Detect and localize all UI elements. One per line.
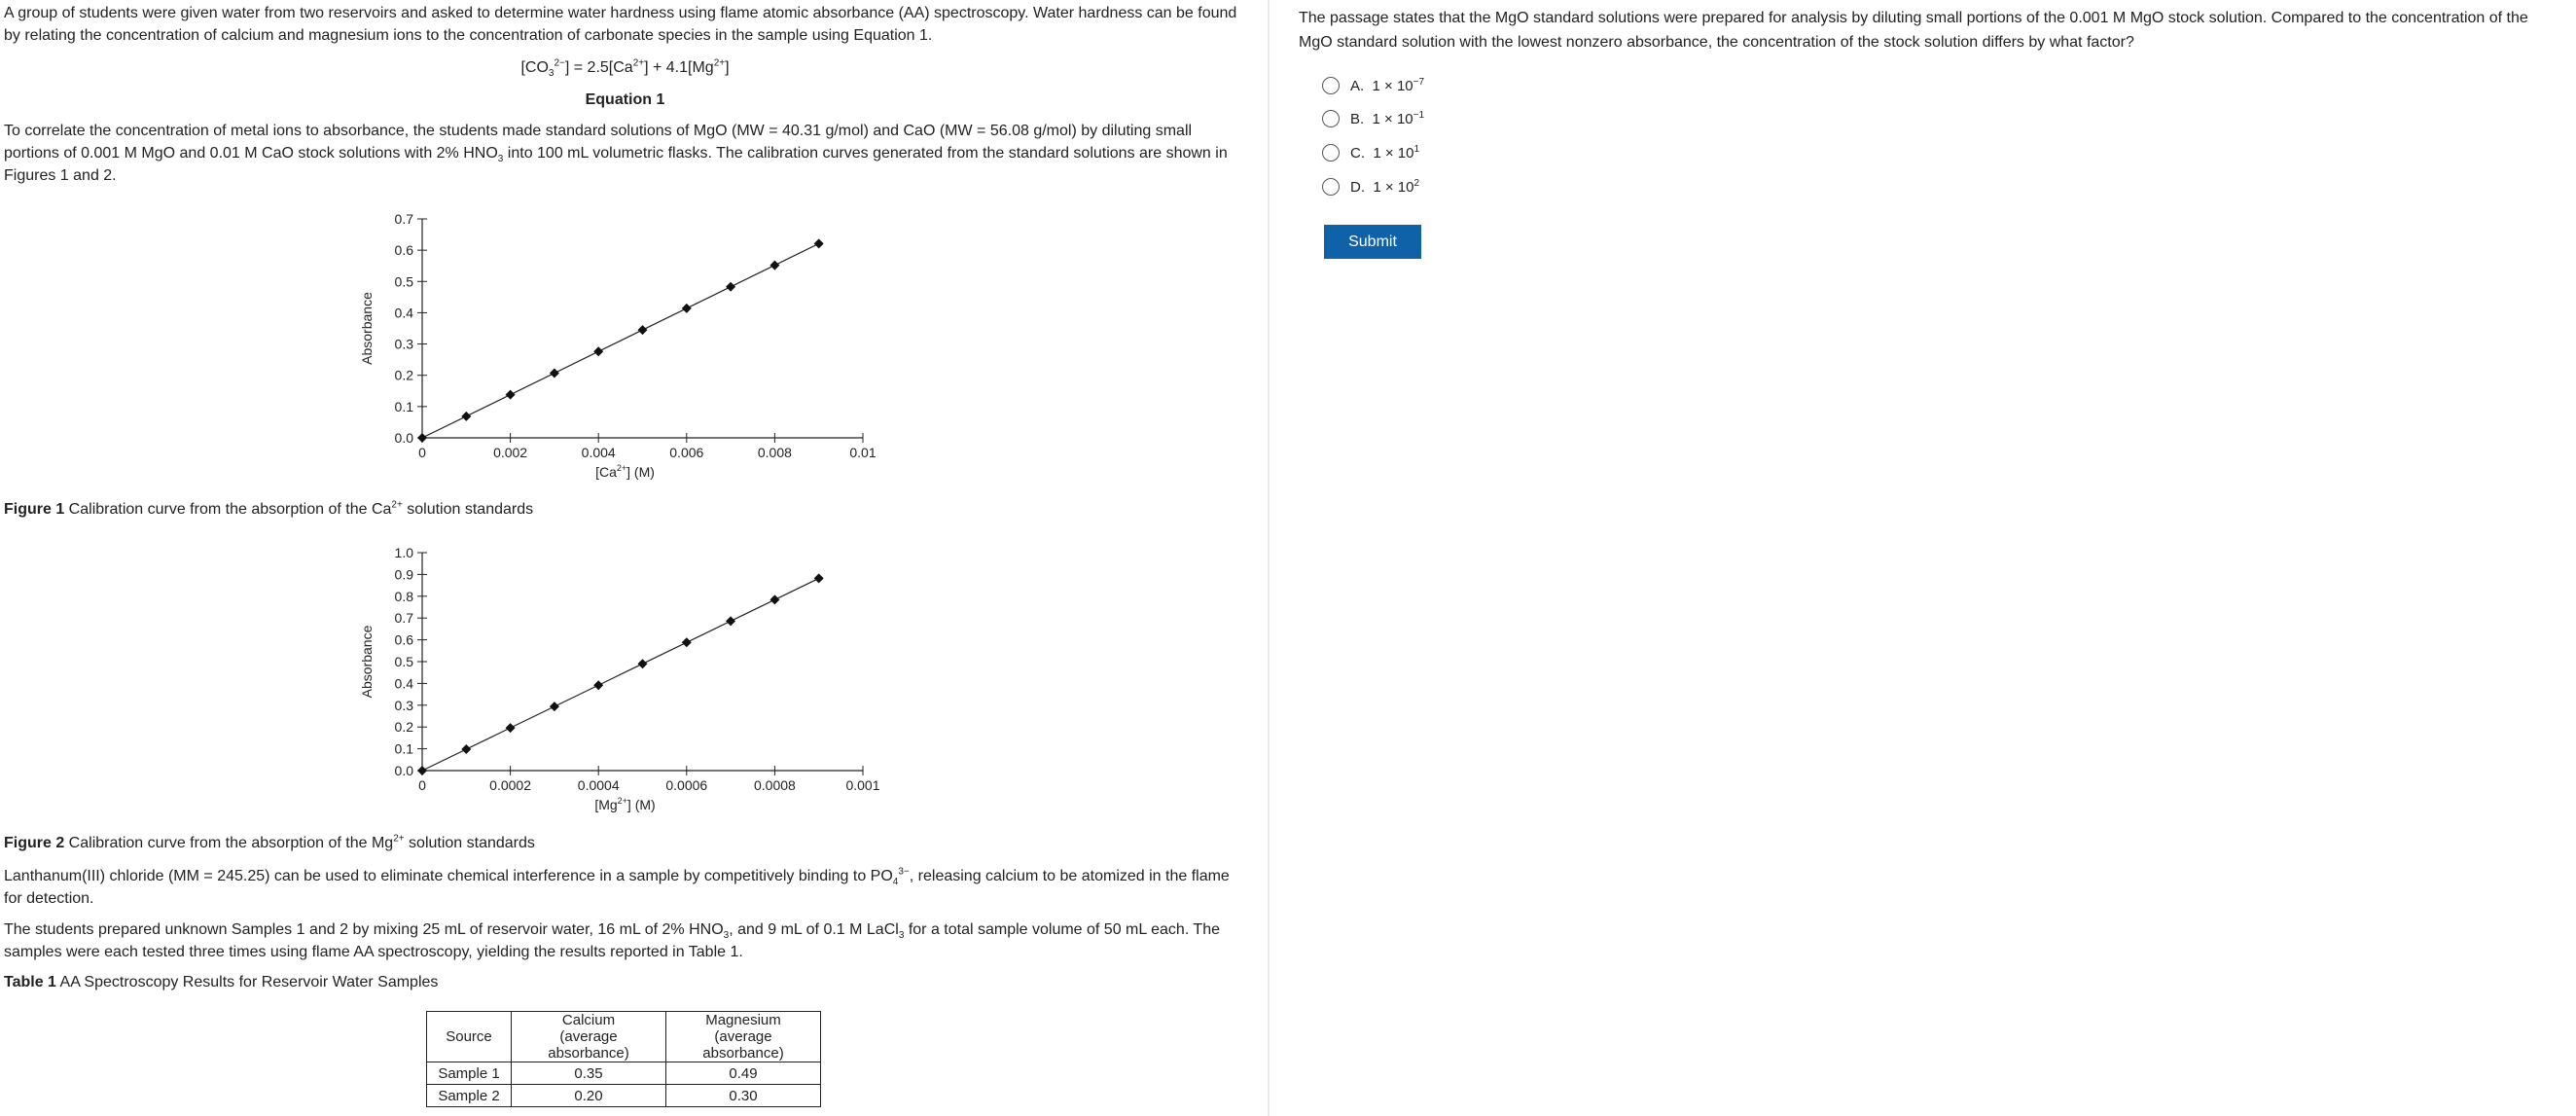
table-row: [427, 1062, 821, 1085]
question-pane: [1270, 0, 2576, 1116]
y-tick-label: 0.6: [394, 631, 413, 648]
y-tick-label: 0.8: [394, 588, 413, 604]
y-tick-label: 0.5: [394, 654, 413, 669]
y-tick-label: 1.0: [394, 545, 413, 560]
data-point: [593, 346, 603, 356]
x-tick-label: 0: [418, 777, 426, 793]
figure-2-chart: [350, 540, 895, 832]
data-point: [726, 616, 735, 626]
data-point: [550, 702, 559, 711]
table-row: [427, 1085, 821, 1107]
x-tick-label: 0.001: [845, 777, 880, 793]
option-a[interactable]: [1322, 74, 1424, 97]
x-tick-label: 0.008: [757, 445, 792, 460]
table-header: Calcium (average absorbance): [512, 1012, 666, 1062]
data-point: [506, 390, 516, 400]
figure-1-caption: Figure 1 Calibration curve from the absorption of the $Ca^{2+}$ solution standards: [4, 499, 534, 518]
data-point: [638, 325, 648, 335]
x-axis-label: $[Mg^{2+}]$ (M): [594, 796, 656, 812]
x-tick-label: 0.002: [493, 445, 528, 460]
question-prompt: The passage states that the MgO standard solutions were prepared for analysis by diluting small portions of the 0.001 M MgO stock solution. Compared to the concentration of the MgO standard solution with the lowest nonzero absorbance, the concentration of the stock solution differs by what factor?: [1299, 10, 2528, 51]
data-point: [461, 412, 471, 421]
table-cell: Sample 2: [427, 1085, 512, 1107]
radio-button[interactable]: [1322, 178, 1340, 196]
samples-paragraph: The students prepared unknown Samples 1 and 2 by mixing 25 mL of reservoir water, 16 mL of 2% $HNO_3$, and 9 mL of 0.1 M LaCl$_3$ for a total sample volume of 50 mL each. The samples were each tested three times using flame AA spectroscopy, yielding the results reported in Table 1.: [4, 921, 1220, 960]
option-label: D. $1 \times 10^2$: [1350, 177, 1420, 196]
x-axis-label: $[Ca^{2+}]$ (M): [595, 463, 655, 480]
table-header: Source: [427, 1012, 512, 1062]
x-tick-label: 0: [418, 445, 426, 460]
x-tick-label: 0.01: [849, 445, 877, 460]
y-tick-label: 0.2: [394, 719, 413, 736]
table-header: Magnesium (average absorbance): [666, 1012, 821, 1062]
data-point: [550, 368, 559, 378]
x-tick-label: 0.0004: [577, 777, 620, 793]
data-point: [814, 573, 824, 583]
y-tick-label: 0.0: [394, 763, 413, 778]
y-tick-label: 0.3: [394, 697, 413, 713]
data-point: [417, 766, 427, 775]
trendline: [422, 243, 819, 438]
option-b[interactable]: [1322, 107, 1424, 130]
intro-paragraph: A group of students were given water from two reservoirs and asked to determine water hardness using flame atomic absorbance (AA) spectroscopy. Water hardness can be found by relating the concentration of calcium and magnesium ions to the concentration of carbonate species in the sample using Equation 1.: [4, 5, 1237, 44]
y-axis-label: Absorbance: [359, 625, 375, 699]
y-tick-label: 0.9: [394, 566, 413, 583]
results-table: [426, 1011, 821, 1107]
x-tick-label: 0.0002: [489, 777, 532, 793]
x-tick-label: 0.004: [581, 445, 616, 460]
table-1-caption: Table 1 AA Spectroscopy Results for Reservoir Water Samples: [4, 974, 439, 990]
y-axis-label: Absorbance: [359, 292, 375, 365]
data-point: [726, 282, 735, 292]
figure-1-chart: [350, 204, 895, 496]
table-cell: 0.20: [512, 1085, 666, 1107]
radio-button[interactable]: [1322, 110, 1340, 127]
data-point: [506, 723, 516, 733]
y-tick-label: 0.5: [394, 273, 413, 290]
option-label: B. $1 \times 10^{-1}$: [1350, 109, 1425, 127]
y-tick-label: 0.2: [394, 367, 413, 383]
y-tick-label: 0.3: [394, 336, 413, 352]
data-point: [769, 261, 779, 270]
equation-1: $[CO_3^{2-}] = 2.5[Ca^{2+}] + 4.1[Mg^{2+}]$: [520, 57, 730, 80]
option-c[interactable]: [1322, 141, 1419, 164]
passage-pane: [0, 0, 1268, 1116]
submit-button[interactable]: Submit: [1324, 225, 1421, 259]
y-tick-label: 0.4: [394, 675, 413, 692]
x-tick-label: 0.0008: [753, 777, 796, 793]
y-tick-label: 0.0: [394, 430, 413, 446]
radio-button[interactable]: [1322, 144, 1340, 162]
y-tick-label: 0.1: [394, 398, 413, 414]
x-tick-label: 0.006: [669, 445, 704, 460]
table-cell: 0.49: [666, 1062, 821, 1085]
equation-label: Equation 1: [585, 91, 665, 108]
lanthanum-paragraph: Lanthanum(III) chloride (MM = 245.25) can be used to eliminate chemical interference in a sample by competitively binding to $PO_4^{3-}$, releasing calcium to be atomized in the flame for detection.: [4, 866, 1230, 907]
trendline: [422, 578, 819, 771]
data-point: [638, 659, 648, 668]
y-tick-label: 0.6: [394, 242, 413, 259]
data-point: [682, 637, 692, 647]
calibration-paragraph: To correlate the concentration of metal ions to absorbance, the students made standard solutions of MgO (MW = 40.31 g/mol) and CaO (MW = 56.08 g/mol) by diluting small portions of 0.001 M MgO and 0.01 M CaO stock solutions with 2% $HNO_3$ into 100 mL volumetric flasks. The calibration curves generated from the standard solutions are shown in Figures 1 and 2.: [4, 123, 1228, 184]
data-point: [593, 680, 603, 690]
table-header-row: [427, 1012, 821, 1062]
option-d[interactable]: [1322, 175, 1419, 198]
data-point: [417, 433, 427, 443]
y-tick-label: 0.4: [394, 305, 413, 321]
figure-2-caption: Figure 2 Calibration curve from the absorption of the $Mg^{2+}$ solution standards: [4, 833, 535, 851]
data-point: [461, 744, 471, 754]
y-tick-label: 0.7: [394, 211, 413, 227]
table-cell: 0.30: [666, 1085, 821, 1107]
x-tick-label: 0.0006: [665, 777, 708, 793]
option-label: C. $1 \times 10^1$: [1350, 143, 1420, 162]
table-cell: 0.35: [512, 1062, 666, 1085]
radio-button[interactable]: [1322, 77, 1340, 94]
table-cell: Sample 1: [427, 1062, 512, 1085]
data-point: [682, 304, 692, 313]
option-label: A. $1 \times 10^{-7}$: [1350, 76, 1425, 94]
data-point: [814, 238, 824, 248]
data-point: [769, 594, 779, 604]
y-tick-label: 0.1: [394, 740, 413, 757]
y-tick-label: 0.7: [394, 610, 413, 627]
